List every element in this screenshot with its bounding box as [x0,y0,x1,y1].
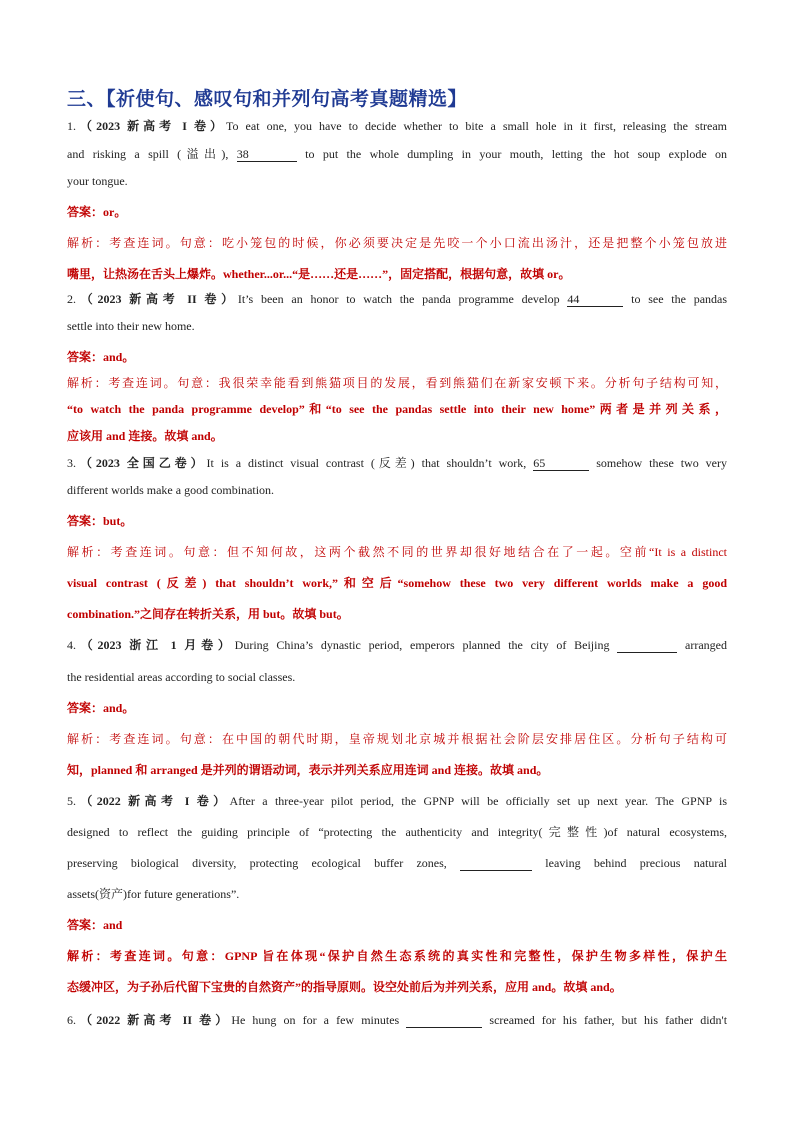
answer-blank: 38 [237,148,297,162]
answer-text: 答案：and。 [67,701,135,715]
section-heading: 三、【祈使句、感叹句和并列句高考真题精选】 [67,88,468,110]
analysis-text: 解析：考查连词。句意：但不知何故，这两个截然不同的世界却很好地结合在了一起。空前“It is a distinct [67,545,727,559]
question-text: 5.（2022 新高考 I 卷）After a three-year pilot period, the GPNP will be officially set up next year. The GPNP is [67,794,727,808]
question-source: （2022 新高考 II 卷） [76,1013,232,1027]
question-text: the residential areas according to social classes. [67,670,296,684]
answer-text: 答案：and [67,918,123,932]
answer-blank [406,1014,482,1028]
question-text: 1.（2023 新高考 I 卷）To eat one, you have to decide whether to bite a small hole in it first, releasing the stream [67,119,728,133]
answer-blank [460,857,532,871]
analysis-text: “to watch the panda programme develop”和“to see the pandas settle into their new home”两者是并列关系， [67,402,727,416]
analysis-text: 知，planned 和 arranged 是并列的谓语动词，表示并列关系应用连词 and 连接。故填 and。 [67,763,549,777]
analysis-text: 嘴里，让热汤在舌头上爆炸。whether...or...“是……还是……”，固定搭配，根据句意，故填 or。 [67,267,571,281]
answer-blank [617,639,677,653]
question-source: （2022 新高考 I 卷） [76,794,230,808]
question-text: 2.（2023 新高考 II 卷）It’s been an honor to watch the panda programme develop 44 to see the pandas [67,292,728,306]
analysis-text: 解析：考查连词。句意：吃小笼包的时候，你必须要决定是先咬一个小口流出汤汁，还是把整个小笼包放进 [67,236,727,250]
answer-text: 答案：but。 [67,514,133,528]
question-text: 6.（2022 新高考 II 卷）He hung on for a few minutes screamed for his father, but his father didn't [67,1013,728,1027]
question-text: your tongue. [67,174,128,188]
analysis-text: combination.”之间存在转折关系，用 but。故填 but。 [67,607,349,621]
question-source: （2023 新高考 I 卷） [76,119,227,133]
analysis-text: 解析：考查连词。句意：我很荣幸能看到熊猫项目的发展，看到熊猫们在新家安顿下来。分析句子结构可知， [67,376,727,390]
analysis-text: visual contrast (反差) that shouldn’t work,”和空后“somehow these two very different worlds make a good [67,576,727,590]
analysis-text: 态缓冲区，为子孙后代留下宝贵的自然资产”的指导原则。设空处前后为并列关系，应用 and。故填 and。 [67,980,622,994]
question-source: （2023 全国乙卷） [76,456,207,470]
analysis-text: 解析：考查连词。句意：在中国的朝代时期，皇帝规划北京城并根据社会阶层安排居住区。分析句子结构可 [67,732,727,746]
question-text: 4.（2023 浙江 1 月卷）During China’s dynastic period, emperors planned the city of Beijing arranged [67,638,727,652]
question-text: designed to reflect the guiding principle of “protecting the authenticity and integrity(完整性)of natural ecosystems, [67,825,727,839]
question-text: assets(资产)for future generations”. [67,887,240,901]
answer-blank: 65 [533,457,589,471]
question-source: （2023 新高考 II 卷） [76,292,238,306]
answer-text: 答案：and。 [67,350,135,364]
question-text: 3.（2023 全国乙卷）It is a distinct visual contrast (反差) that shouldn’t work, 65 somehow these two very [67,456,727,470]
question-text: settle into their new home. [67,319,195,333]
analysis-text: 解析：考查连词。句意：GPNP 旨在体现“保护自然生态系统的真实性和完整性，保护生物多样性，保护生 [67,949,727,963]
answer-text: 答案：or。 [67,205,127,219]
analysis-text: 应该用 and 连接。故填 and。 [67,429,223,443]
question-source: （2023 浙江 1 月卷） [76,638,235,652]
answer-blank: 44 [567,293,623,307]
question-text: preserving biological diversity, protecting ecological buffer zones, leaving behind precious natural [67,856,728,870]
question-text: and risking a spill (溢出), 38 to put the whole dumpling in your mouth, letting the hot soup explode on [67,147,728,161]
question-text: different worlds make a good combination. [67,483,275,497]
